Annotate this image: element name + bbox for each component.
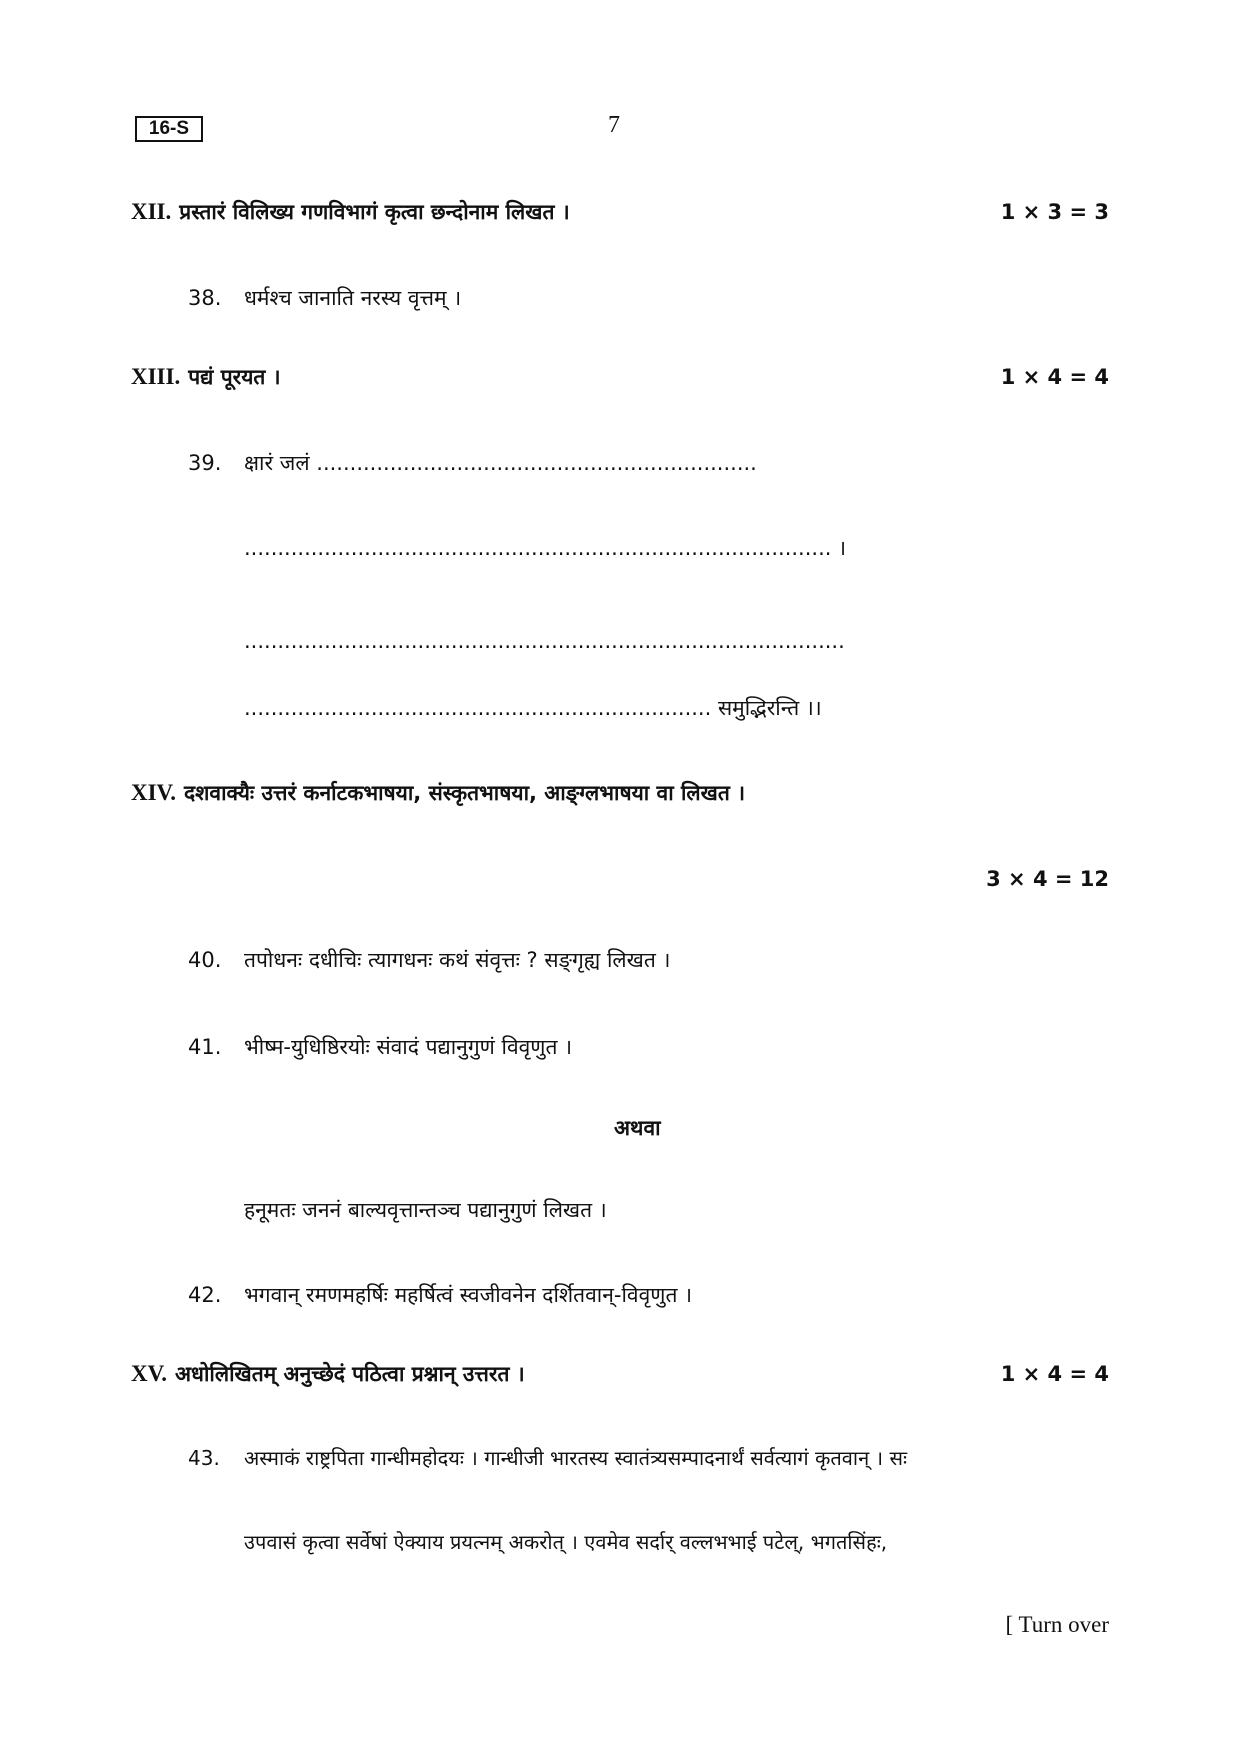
question-38-number: 38.: [188, 286, 222, 310]
section-xiv-heading: [131, 778, 745, 808]
question-38-text: धर्मश्च जानाति नरस्य वृत्तम् ।: [244, 286, 462, 310]
turn-over-note: [ Turn over: [1005, 1612, 1109, 1637]
question-42-text: भगवान् रमणमहर्षिः महर्षित्वं स्वजीवनेन दर्शितवान्-विवृणुत ।: [244, 1283, 693, 1307]
fill-line-1: ..................................................................: [316, 451, 757, 475]
question-39-text: क्षारं जलं: [244, 451, 310, 475]
fill-line-2: ........................................................................................ ।: [244, 536, 847, 560]
section-xv-heading: [131, 1359, 525, 1389]
question-40: [188, 945, 670, 975]
question-41: [188, 1032, 572, 1062]
fill-line-3: ..........................................................................................: [244, 629, 845, 653]
question-38: [188, 283, 461, 313]
section-xv-numeral: XV.: [131, 1361, 168, 1386]
question-40-number: 40.: [188, 948, 222, 972]
page-number: 7: [608, 112, 620, 138]
question-39-number: 39.: [188, 451, 222, 475]
or-question: हनूमतः जननं बाल्यवृत्तान्तञ्च पद्यानुगुणं लिखत ।: [244, 1198, 607, 1222]
question-41-text: भीष्म-युधिष्ठिरयोः संवादं पद्यानुगुणं विवृणुत ।: [244, 1035, 573, 1059]
fill-line-4: ...................................................................... समुद्भिरन्ति ।।: [244, 696, 822, 720]
section-xiii-marks: 1 × 4 = 4: [1000, 365, 1109, 389]
question-43: [188, 1443, 907, 1473]
section-xii-title: प्रस्तारं विलिख्य गणविभागं कृत्वा छन्दोनाम लिखत ।: [179, 200, 570, 224]
paper-code-box: 16-S: [135, 116, 203, 142]
question-41-number: 41.: [188, 1035, 222, 1059]
question-43-line-2: उपवासं कृत्वा सर्वेषां ऐक्याय प्रयत्नम् अकरोत् । एवमेव सर्दार् वल्लभभाई पटेल्, भगतसिंहः,: [244, 1530, 888, 1554]
question-39: [188, 448, 888, 478]
question-43-number: 43.: [188, 1446, 220, 1470]
question-40-text: तपोधनः दधीचिः त्यागधनः कथं संवृत्तः ? सङ्गृह्य लिखत ।: [244, 948, 671, 972]
section-xiii-numeral: XIII.: [131, 364, 181, 389]
section-xiv-marks: 3 × 4 = 12: [986, 867, 1109, 891]
question-42: [188, 1280, 692, 1310]
question-42-number: 42.: [188, 1283, 222, 1307]
section-xii-marks: 1 × 3 = 3: [1000, 200, 1109, 224]
section-xiii-title: पद्यं पूरयत ।: [188, 365, 281, 389]
section-xv-title: अधोलिखितम् अनुच्छेदं पठित्वा प्रश्नान् उत्तरत ।: [175, 1362, 525, 1386]
section-xiii-heading: [131, 362, 281, 392]
section-xiv-numeral: XIV.: [131, 780, 176, 805]
section-xii-numeral: XII.: [131, 199, 172, 224]
section-xv-marks: 1 × 4 = 4: [1000, 1362, 1109, 1386]
section-xiv-title: दशवाक्यैः उत्तरं कर्नाटकभाषया, संस्कृतभाषया, आङ्ग्लभाषया वा लिखत ।: [183, 781, 746, 805]
or-label: अथवा: [614, 1116, 661, 1140]
section-xii-heading: [131, 197, 570, 227]
question-43-line-1: अस्माकं राष्ट्रपिता गान्धीमहोदयः । गान्धीजी भारतस्य स्वातंत्र्यसम्पादनार्थं सर्वत्यागं कृतवान् । सः: [244, 1446, 908, 1470]
